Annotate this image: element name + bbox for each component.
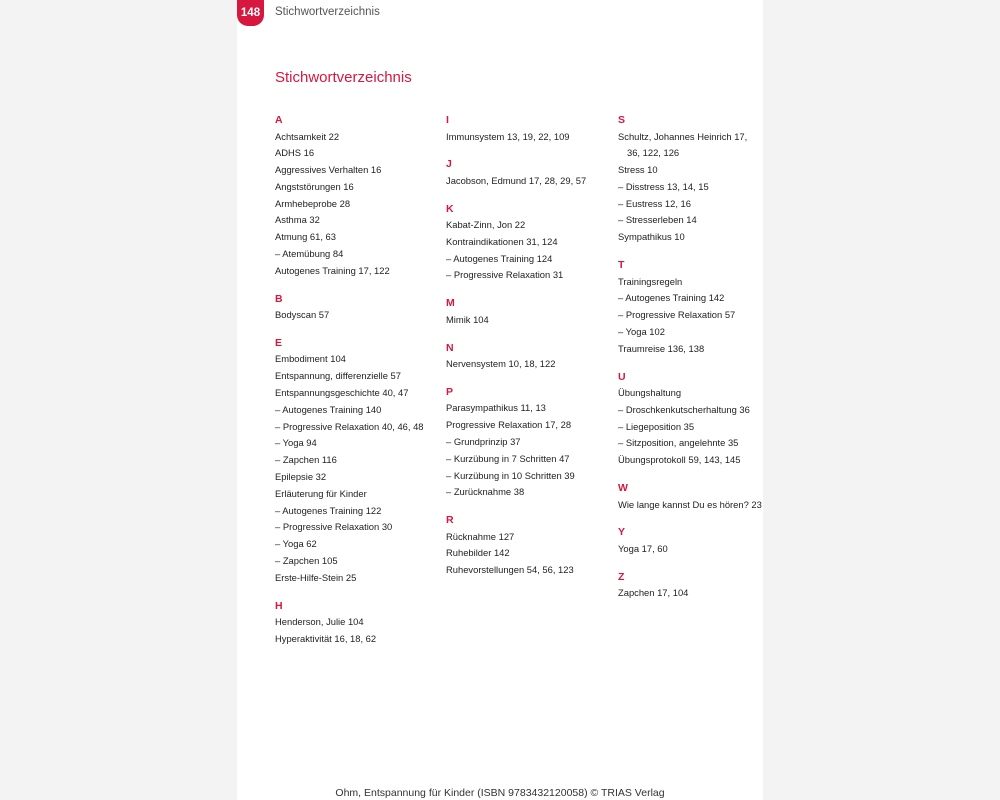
section-letter: W	[618, 482, 628, 495]
index-subentry: – Kurzübung in 10 Schritten 39	[446, 469, 575, 481]
index-entry: Mimik 104	[446, 313, 489, 325]
index-subentry: – Autogenes Training 140	[275, 403, 382, 415]
section-letter: Y	[618, 526, 626, 539]
letter-group-s	[618, 112, 788, 246]
index-entry: Asthma 32	[275, 214, 320, 226]
index-entry: Rücknahme 127	[446, 530, 515, 542]
index-entry: Embodiment 104	[275, 353, 346, 365]
index-subentry: – Zapchen 105	[275, 555, 338, 567]
index-subentry: – Grundprinzip 37	[446, 435, 521, 447]
letter-group-h	[275, 598, 445, 648]
index-entry: Erläuterung für Kinder	[275, 487, 367, 499]
index-entry: Jacobson, Edmund 17, 28, 29, 57	[446, 174, 587, 186]
index-entry: Epilepsie 32	[275, 471, 327, 483]
index-subentry: – Atemübung 84	[275, 248, 344, 260]
index-entry: Hyperaktivität 16, 18, 62	[275, 632, 377, 644]
index-entry: Angststörungen 16	[275, 180, 354, 192]
letter-group-z	[618, 569, 788, 602]
index-entry: Zapchen 17, 104	[618, 587, 689, 599]
letter-group-m	[446, 295, 616, 328]
index-entry: Traumreise 136, 138	[618, 342, 705, 354]
section-letter: H	[275, 599, 283, 612]
letter-group-t	[618, 257, 788, 357]
index-column-1	[275, 112, 445, 659]
section-letter: A	[275, 114, 283, 126]
index-subentry: – Sitzposition, angelehnte 35	[618, 437, 739, 449]
index-subentry: – Disstress 13, 14, 15	[618, 180, 709, 192]
index-entry: Ruhebilder 142	[446, 547, 510, 559]
page-title: Stichwortverzeichnis	[275, 69, 412, 86]
letter-group-w	[618, 480, 788, 513]
section-letter: M	[446, 297, 455, 310]
index-column-2	[446, 112, 616, 590]
index-entry: Kontraindikationen 31, 124	[446, 235, 558, 247]
index-entry: Schultz, Johannes Heinrich 17,	[618, 130, 748, 142]
index-entry: Aggressives Verhalten 16	[275, 164, 382, 176]
letter-group-u	[618, 369, 788, 469]
letter-group-b	[275, 291, 445, 324]
index-subentry: – Progressive Relaxation 30	[275, 521, 393, 533]
index-entry: Autogenes Training 17, 122	[275, 264, 390, 276]
index-entry: Nervensystem 10, 18, 122	[446, 358, 556, 370]
index-entry: Wie lange kannst Du es hören? 23	[618, 498, 762, 510]
letter-group-r	[446, 512, 616, 579]
index-subentry: – Zapchen 116	[275, 454, 337, 466]
index-subentry: – Progressive Relaxation 57	[618, 309, 736, 321]
index-subentry: – Progressive Relaxation 31	[446, 269, 564, 281]
section-letter: J	[446, 158, 452, 171]
index-subentry: – Stresserleben 14	[618, 214, 697, 226]
index-subentry: – Autogenes Training 124	[446, 252, 553, 264]
index-entry: Stress 10	[618, 164, 658, 176]
index-subentry: – Yoga 102	[618, 325, 665, 337]
index-entry: Yoga 17, 60	[618, 542, 668, 554]
footer-copyright: Ohm, Entspannung für Kinder (ISBN 9783432120058) © TRIAS Verlag	[335, 787, 665, 799]
index-entry: Trainingsregeln	[618, 275, 683, 287]
index-entry: Übungshaltung	[618, 387, 682, 399]
index-column-3	[618, 112, 788, 613]
index-subentry: – Liegeposition 35	[618, 420, 695, 432]
section-letter: U	[618, 370, 626, 383]
letter-group-p	[446, 384, 616, 501]
index-entry: Sympathikus 10	[618, 231, 685, 243]
running-header: Stichwortverzeichnis	[275, 6, 380, 18]
index-entry: Übungsprotokoll 59, 143, 145	[618, 454, 741, 466]
letter-group-e	[275, 335, 445, 587]
section-letter: E	[275, 336, 283, 349]
index-subentry: – Autogenes Training 142	[618, 292, 725, 304]
section-letter: P	[446, 385, 454, 398]
index-entry: Kabat-Zinn, Jon 22	[446, 219, 526, 231]
index-subentry: – Eustress 12, 16	[618, 197, 691, 209]
page-number-badge: 148	[237, 0, 264, 26]
index-entry: Achtsamkeit 22	[275, 130, 340, 142]
index-subentry: – Yoga 94	[275, 437, 317, 449]
index-subentry: – Autogenes Training 122	[275, 504, 382, 516]
index-entry: Entspannungsgeschichte 40, 47	[275, 387, 409, 399]
index-entry: Erste-Hilfe-Stein 25	[275, 571, 357, 583]
section-letter: Z	[618, 570, 625, 583]
index-entry: Bodyscan 57	[275, 309, 330, 321]
index-subentry: – Progressive Relaxation 40, 46, 48	[275, 420, 424, 432]
index-entry: Atmung 61, 63	[275, 231, 336, 243]
index-entry: Armhebeprobe 28	[275, 197, 351, 209]
section-letter: R	[446, 514, 454, 527]
index-entry: Parasympathikus 11, 13	[446, 402, 546, 414]
letter-group-i	[446, 112, 616, 145]
letter-group-a	[275, 112, 445, 280]
index-subentry: – Kurzübung in 7 Schritten 47	[446, 452, 570, 464]
index-subentry: – Yoga 62	[275, 538, 317, 550]
index-subentry: – Droschkenkutscherhaltung 36	[618, 403, 750, 415]
index-entry: Immunsystem 13, 19, 22, 109	[446, 130, 570, 142]
index-subentry: – Zurücknahme 38	[446, 486, 525, 498]
index-entry: Entspannung, differenzielle 57	[275, 370, 401, 382]
letter-group-k	[446, 201, 616, 285]
index-entry: Ruhevorstellungen 54, 56, 123	[446, 564, 574, 576]
index-entry: Henderson, Julie 104	[275, 616, 364, 628]
section-letter: I	[446, 114, 449, 126]
letter-group-n	[446, 340, 616, 373]
section-letter: S	[618, 114, 626, 126]
index-entry: 36, 122, 126	[627, 147, 680, 159]
letter-group-y	[618, 524, 788, 557]
section-letter: N	[446, 341, 454, 354]
section-letter: T	[618, 259, 625, 272]
letter-group-j	[446, 156, 616, 189]
index-entry: Progressive Relaxation 17, 28	[446, 419, 572, 431]
section-letter: K	[446, 202, 454, 215]
section-letter: B	[275, 292, 283, 305]
index-entry: ADHS 16	[275, 147, 315, 159]
